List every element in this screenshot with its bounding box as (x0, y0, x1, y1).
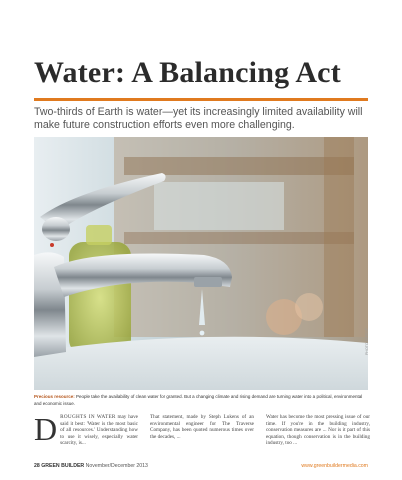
body-column-2: That statement, made by Steph Lukens of an environmental engineer for The Traverse Company, has been quoted numerous times over the decades, ... (150, 414, 254, 440)
magazine-name: GREEN BUILDER (41, 463, 85, 469)
page-footer (34, 461, 368, 471)
website-link[interactable]: www.greenbuildermedia.com (301, 463, 368, 469)
issue-date: November/December 2013 (85, 463, 148, 469)
body-column-3: Water has become the most pressing issue of our time. If you're in the building industry, conservation measures are ... Nor is it part of this equation, though conservation is in the building industry, too ... (266, 414, 370, 447)
drop-cap: D (34, 411, 58, 447)
faucet-illustration (34, 137, 368, 390)
photo-caption (34, 394, 368, 407)
page-number: 28 (34, 463, 40, 469)
article-title: Water: A Balancing Act (34, 56, 341, 89)
article-deck: Two-thirds of Earth is water—yet its increasingly limited availability will make future construction efforts even more challenging. (34, 106, 363, 131)
title-divider (34, 98, 368, 101)
body-columns (34, 411, 370, 456)
body-text-1: may have said it best: 'Water is the most basic of all resources.' Understanding how to use it wisely, especially water scarcity, is... (60, 414, 138, 447)
caption-lead: Precious resource: (34, 394, 75, 399)
caption-text: People take the availability of clean water for granted. But a changing climate and rising demand are turning water into a political, environmental and economic issue. (34, 394, 363, 406)
lead-in: ROUGHTS IN WATER (60, 414, 116, 420)
body-column-1 (34, 411, 138, 447)
faucet-photo (34, 137, 368, 390)
photo-credit: PHOTO CREDIT (365, 327, 369, 355)
